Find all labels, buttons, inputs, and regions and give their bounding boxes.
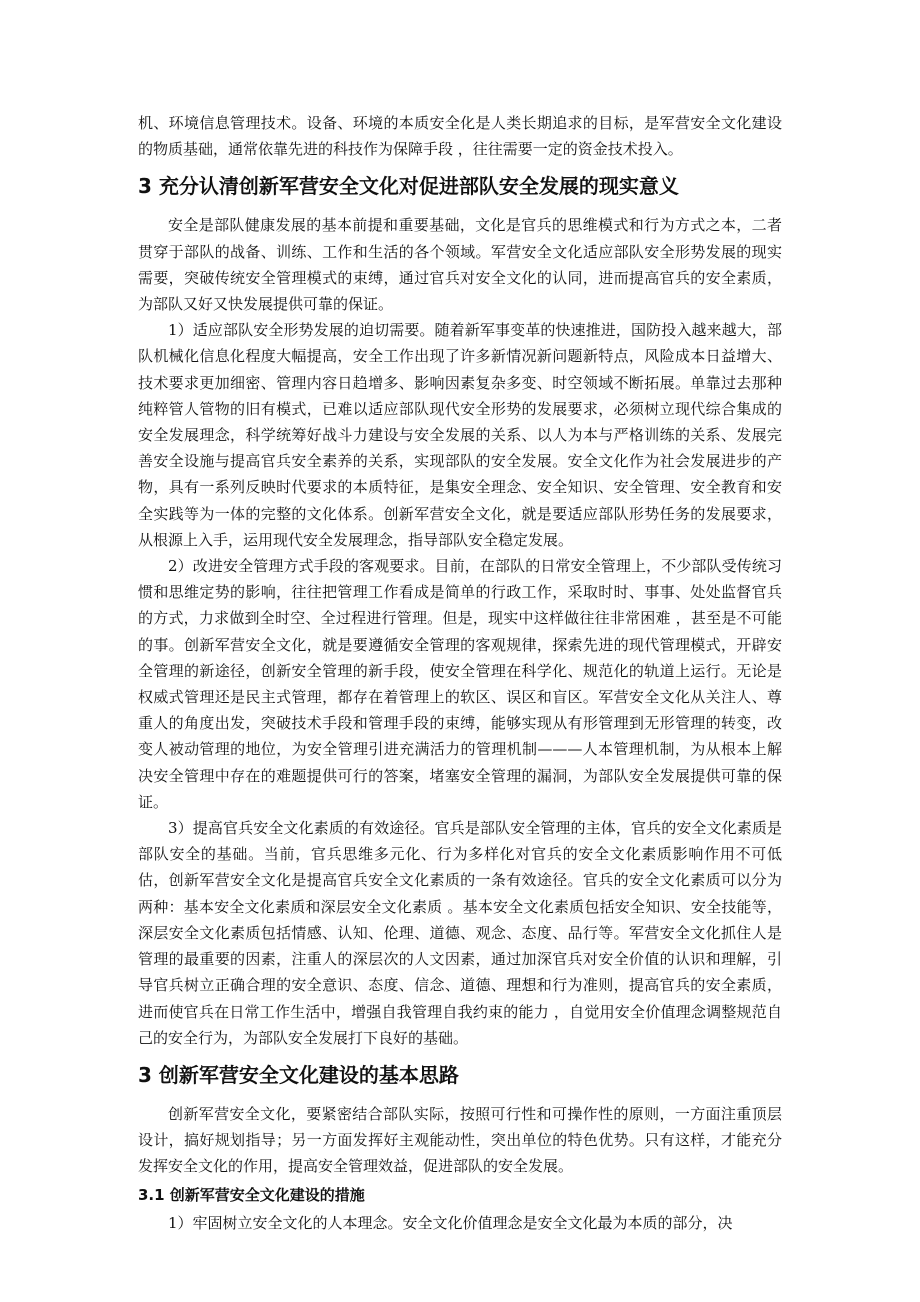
section-3-paragraph-3: 2）改进安全管理方式手段的客观要求。目前，在部队的日常安全管理上，不少部队受传统习惯和思维定势的影响，往往把管理工作看成是简单的行政工作，采取时时、事事、处处监督官兵的方式，力求做到全时空、全过程进行管理。但是，现实中这样做往往非常困难 ，甚至是不可能的事。创新军营安全文化，就是要遵循安全管理的客观规律，探索先进的现代管理模式，开辟安全管理的新途径，创新安全管理的新手段，使安全管理在科学化、规范化的轨道上运行。无论是权威式管理还是民主式管理，都存在着管理上的软区、误区和盲区。军营安全文化从关注人、尊重人的角度出发，突破技术手段和管理手段的束缚，能够实现从有形管理到无形管理的转变，改变人被动管理的地位，为安全管理引进充满活力的管理机制———人本管理机制，为从根本上解决安全管理中存在的难题提供可行的答案，堵塞安全管理的漏洞，为部队安全发展提供可靠的保证。 (138, 557, 782, 811)
subsection-3-1-paragraph-1: 1）牢固树立安全文化的人本理念。安全文化价值理念是安全文化最为本质的部分，决 (168, 1213, 733, 1232)
section-3-paragraph-1: 安全是部队健康发展的基本前提和重要基础，文化是官兵的思维模式和行为方式之本，二者贯穿于部队的战备、训练、工作和生活的各个领域。军营安全文化适应部队安全形势发展的现实需要，突破传统安全管理模式的束缚，通过官兵对安全文化的认同，进而提高官兵的安全素质，为部队又好又快发展提供可靠的保证。 (138, 216, 782, 314)
intro-paragraph: 机、环境信息管理技术。设备、环境的本质安全化是人类长期追求的目标，是军营安全文化建设的物质基础，通常依靠先进的科技作为保障手段 ，往往需要一定的资金技术投入。 (138, 114, 782, 159)
section-3-paragraph-4: 3）提高官兵安全文化素质的有效途径。官兵是部队安全管理的主体，官兵的安全文化素质是部队安全的基础。当前，官兵思维多元化、行为多样化对官兵的安全文化素质影响作用不可低估，创新军营安全文化是提高官兵安全文化素质的一条有效途径。官兵的安全文化素质可以分为两种：基本安全文化素质和深层安全文化素质 。基本安全文化素质包括安全知识、安全技能等，深层安全文化素质包括情感、认知、伦理、道德、观念、态度、品行等。军营安全文化抓住人是管理的最重要的因素，注重人的深层次的人文因素，通过加深官兵对安全价值的认识和理解，引导官兵树立正确合理的安全意识、态度、信念、道德、理想和行为准则，提高官兵的安全素质，进而使官兵在日常工作生活中，增强自我管理自我约束的能力 ，自觉用安全价值理念调整规范自己的安全行为，为部队安全发展打下良好的基础。 (138, 819, 782, 1047)
section-4-paragraph-1: 创新军营安全文化，要紧密结合部队实际，按照可行性和可操作性的原则，一方面注重顶层设计，搞好规划指导；另一方面发挥好主观能动性，突出单位的特色优势。只有这样，才能充分发挥安全文化的作用，提高安全管理效益，促进部队的安全发展。 (138, 1104, 782, 1176)
section-4-heading: 3 创新军营安全文化建设的基本思路 (138, 1062, 459, 1087)
section-3-heading: 3 充分认清创新军营安全文化对促进部队安全发展的现实意义 (138, 174, 679, 199)
subsection-3-1-heading: 3.1 创新军营安全文化建设的措施 (138, 1185, 365, 1204)
section-3-paragraph-2: 1）适应部队安全形势发展的迫切需要。随着新军事变革的快速推进，国防投入越来越大，部队机械化信息化程度大幅提高，安全工作出现了许多新情况新问题新特点，风险成本日益增大、技术要求更加细密、管理内容日趋增多、影响因素复杂多变、时空领域不断拓展。单靠过去那种纯粹管人管物的旧有模式，已难以适应部队现代安全形势的发展要求，必须树立现代综合集成的安全发展理念，科学统筹好战斗力建设与安全发展的关系、以人为本与严格训练的关系、发展完善安全设施与提高官兵安全素养的关系，实现部队的安全发展。安全文化作为社会发展进步的产物，具有一系列反映时代要求的本质特征，是集安全理念、安全知识、安全管理、安全教育和安全实践等为一体的完整的文化体系。创新军营安全文化，就是要适应部队形势任务的发展要求，从根源上入手，运用现代安全发展理念，指导部队安全稳定发展。 (138, 321, 782, 549)
